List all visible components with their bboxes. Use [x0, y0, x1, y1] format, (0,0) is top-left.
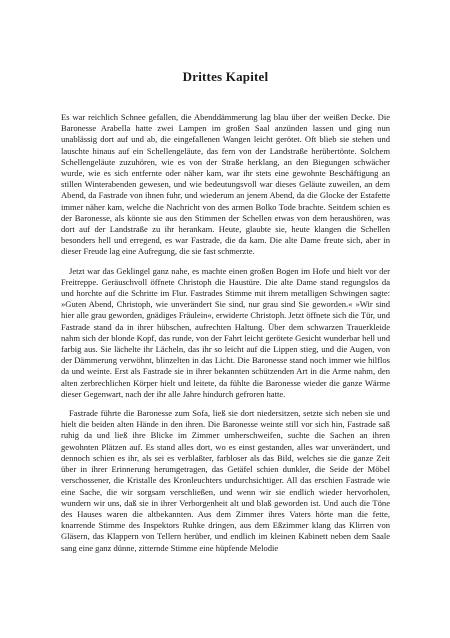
document-page — [61, 0, 390, 638]
paragraph-1: Es war reichlich Schnee gefallen, die Abenddämmerung lag blau über der weißen Decke. Die Baronesse Arabella hatte zwei Lampen im großen Saal anzünden lassen und ging nun unablässig dort auf und ab, die eingefallenen Wangen leicht gerötet. Oft blieb sie stehen und lauschte hinaus auf ein Schellengeläute, das fern von der Landstraße herübertönte. Solchem Schellengeläute zuzuhören, wie es von der Straße herklang, an den Biegungen schwächer wurde, wie es sich entfernte oder näher kam, war ihr stets eine gewohnte Beschäftigung an stillen Winterabenden gewesen, und wie bedeutungsvoll war dieses Geläute zuweilen, an dem Abend, da Fastrade von ihnen fuhr, und wiederum an jenem Abend, da die Glocke der Estafette immer näher kam, welche die Nachricht von des armen Bolko Tode brachte. Seitdem schien es der Baronesse, als könnte sie aus den Stimmen der Schellen etwas von dem heraushören, was dort auf der Landstraße zu ihr herankam. Heute, glaubte sie, heute klangen die Schellen besonders hell und erregend, es war Fastrade, die da kam. Die alte Dame freute sich, aber in dieser Freude lag eine Aufregung, die sie fast schmerzte. — [61, 112, 390, 257]
paragraph-2: Jetzt war das Geklingel ganz nahe, es machte einen großen Bogen im Hofe und hielt vor der Freitreppe. Geräuschvoll öffnete Christoph die Haustüre. Die alte Dame stand regungslos da und horchte auf die Schritte im Flur. Fastrades Stimme mit ihrem metalligen Schwingen sagte: »Guten Abend, Christoph, wie unverändert Sie sind, nur grau sind Sie geworden.« »Wir sind hier alle grau geworden, gnädiges Fräulein«, erwiderte Christoph. Jetzt öffnete sich die Tür, und Fastrade stand da in ihrer hübschen, aufrechten Haltung. Über dem schwarzen Trauerkleide nahm sich der blonde Kopf, das runde, von der Fahrt leicht gerötete Gesicht wunderbar hell und farbig aus. Sie lächelte ihr Lächeln, das ihr so leicht auf die Lippen stieg, und die Augen, von der Dämmerung verwöhnt, blinzelten in das Licht. Die Baronesse stand noch immer wie hilflos da und weinte. Erst als Fastrade sie in ihrer bekannten schützenden Art in die Arme nahm, den alten zerbrechlichen Körper hielt und leitete, da fühlte die Baronesse wieder die ganze Wärme dieser Gegenwart, nach der ihr alle Jahre hindurch gefroren hatte. — [61, 265, 390, 399]
chapter-title: Drittes Kapitel — [182, 69, 269, 84]
paragraph-3: Fastrade führte die Baronesse zum Sofa, ließ sie dort niedersitzen, setzte sich neben sie und hielt die beiden alten Hände in den ihren. Die Baronesse weinte still vor sich hin, Fastrade saß ruhig da und ließ ihre Blicke im Zimmer umherschweifen, suchte die Sachen an ihren gewohnten Plätzen auf. Es stand alles dort, wo es einst gestanden, alles war unverändert, und dennoch schien es ihr, als sei es verblaßter, farbloser als das Bild, welches sie die ganze Zeit über in ihrer Erinnerung herumgetragen, das Getäfel schien dunkler, die Seide der Möbel verschossener, die Kristalle des Kronleuchters undurchsichtiger. All das erschien Fastrade wie eine Sache, die wir sorgsam verschließen, und wenn wir sie endlich wieder hervorholen, wundern wir uns, daß sie in ihrer Verborgenheit alt und blaß geworden ist. Und auch die Töne des Hauses waren die altbekannten. Aus dem Zimmer ihres Vaters hörte man die fette, knarrende Stimme des Inspektors Ruhke dringen, aus dem Eßzimmer klang das Klirren von Gläsern, das Klappern von Tellern herüber, und endlich im kleinen Kabinett neben dem Saale sang eine ganz dünne, zitternde Stimme eine hüpfende Melodie — [61, 408, 390, 553]
chapter-body — [61, 112, 390, 562]
